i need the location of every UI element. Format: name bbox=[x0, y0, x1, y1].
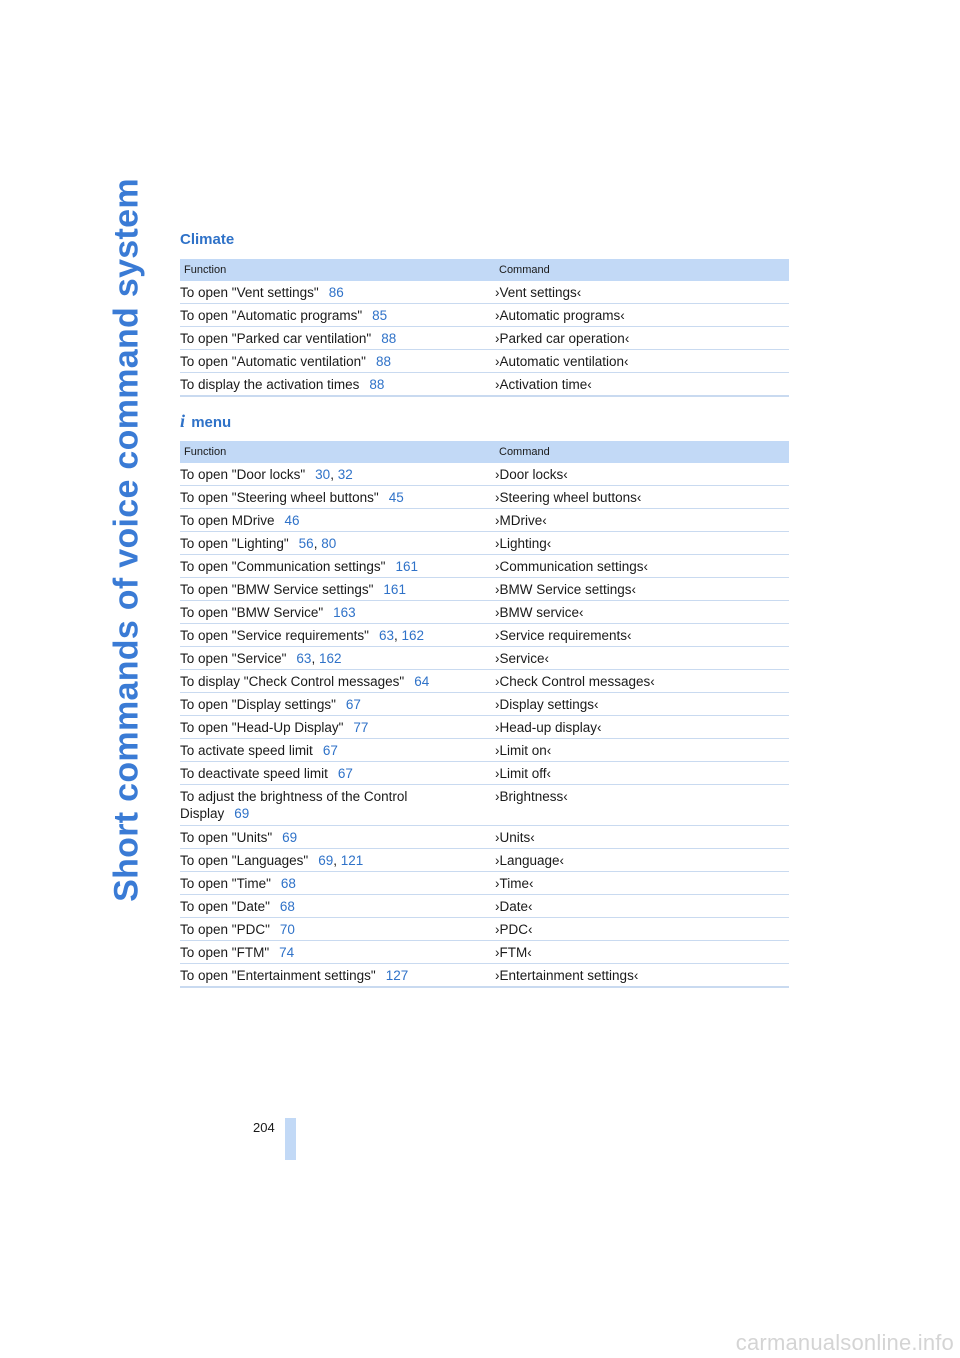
page-reference-link[interactable]: 70 bbox=[279, 922, 295, 937]
command-cell: ›BMW service‹ bbox=[495, 605, 584, 620]
command-cell: ›Units‹ bbox=[495, 830, 535, 845]
page-reference-link[interactable]: 86 bbox=[328, 285, 344, 300]
command-cell: ›Steering wheel buttons‹ bbox=[495, 490, 642, 505]
function-text: To open "Display settings" bbox=[180, 697, 336, 712]
function-cell bbox=[180, 696, 480, 713]
command-cell: ›Activation time‹ bbox=[495, 377, 592, 392]
function-cell: To open "Lighting" 56, 80 bbox=[180, 536, 337, 551]
function-text: To open "BMW Service" bbox=[180, 605, 324, 620]
command-cell: ›Door locks‹ bbox=[495, 467, 568, 482]
watermark: carmanualsonline.info bbox=[735, 1330, 954, 1355]
command-cell: ›FTM‹ bbox=[495, 945, 532, 960]
table-row bbox=[180, 895, 789, 918]
page-reference-link[interactable]: 85 bbox=[372, 308, 388, 323]
table-row bbox=[180, 762, 789, 785]
table-row bbox=[180, 918, 789, 941]
page-reference-link[interactable]: 161 bbox=[395, 559, 418, 574]
function-text: To display "Check Control messages" bbox=[180, 674, 405, 689]
imenu-heading-text: menu bbox=[191, 414, 232, 431]
table-row bbox=[180, 304, 789, 327]
table-row bbox=[180, 555, 789, 578]
table-row bbox=[180, 281, 789, 304]
page-reference-link[interactable]: 56 bbox=[298, 536, 314, 551]
table-row bbox=[180, 849, 789, 872]
climate-heading: Climate bbox=[180, 231, 235, 248]
page-reference-link[interactable]: 67 bbox=[337, 766, 353, 781]
page-reference-link[interactable]: 88 bbox=[369, 377, 385, 392]
page-reference-link[interactable]: 69 bbox=[234, 806, 250, 821]
climate-table-body bbox=[180, 281, 789, 397]
imenu-table-body bbox=[180, 463, 789, 988]
function-text: To open "Lighting" bbox=[180, 536, 289, 551]
command-cell: ›Automatic programs‹ bbox=[495, 308, 625, 323]
page-reference-link[interactable]: 63 bbox=[378, 628, 394, 643]
function-cell bbox=[180, 944, 480, 961]
function-text: To open "FTM" bbox=[180, 945, 270, 960]
page-reference-link[interactable]: 121 bbox=[340, 853, 364, 868]
page-reference-link[interactable]: 68 bbox=[279, 899, 295, 914]
function-cell bbox=[180, 353, 480, 370]
page-reference-link[interactable]: 69 bbox=[318, 853, 334, 868]
imenu-heading bbox=[180, 411, 231, 432]
table-row bbox=[180, 826, 789, 849]
function-cell bbox=[180, 875, 480, 892]
function-text: To open "Steering wheel buttons" bbox=[180, 490, 379, 505]
function-cell bbox=[180, 673, 480, 690]
header-command: Command bbox=[499, 264, 550, 276]
page-reference-link[interactable]: 46 bbox=[284, 513, 300, 528]
function-cell bbox=[180, 742, 480, 759]
command-cell: ›Check Control messages‹ bbox=[495, 674, 655, 689]
imenu-table bbox=[180, 441, 789, 988]
function-cell bbox=[180, 558, 480, 575]
header-function: Function bbox=[184, 264, 227, 276]
function-text: To open "Entertainment settings" bbox=[180, 968, 376, 983]
table-row bbox=[180, 350, 789, 373]
function-cell bbox=[180, 376, 480, 393]
table-row bbox=[180, 373, 789, 397]
function-cell: To open "Service requirements" 63, 162 bbox=[180, 628, 425, 643]
side-title-text: Short commands of voice command system bbox=[107, 178, 146, 902]
imenu-table-header bbox=[180, 441, 789, 463]
function-cell bbox=[180, 489, 480, 506]
page-reference-link[interactable]: 127 bbox=[385, 968, 409, 983]
function-cell bbox=[180, 788, 480, 822]
function-cell bbox=[180, 765, 480, 782]
command-cell: ›Display settings‹ bbox=[495, 697, 599, 712]
command-cell: ›Date‹ bbox=[495, 899, 533, 914]
page-number: 204 bbox=[253, 1120, 275, 1135]
command-cell: ›BMW Service settings‹ bbox=[495, 582, 637, 597]
function-text: To open "Communication settings" bbox=[180, 559, 386, 574]
climate-table-header bbox=[180, 259, 789, 281]
function-cell: To open "Door locks" 30, 32 bbox=[180, 467, 353, 482]
table-row bbox=[180, 624, 789, 647]
function-cell bbox=[180, 604, 480, 621]
command-cell: ›Communication settings‹ bbox=[495, 559, 649, 574]
command-cell: ›Service‹ bbox=[495, 651, 550, 666]
header-function: Function bbox=[184, 446, 227, 458]
page-reference-link[interactable]: 63 bbox=[296, 651, 312, 666]
page-reference-link[interactable]: 32 bbox=[337, 467, 353, 482]
command-cell: ›Limit on‹ bbox=[495, 743, 552, 758]
function-text: To open MDrive bbox=[180, 513, 275, 528]
table-row bbox=[180, 941, 789, 964]
function-text: To adjust the brightness of the Control Display bbox=[180, 789, 408, 821]
table-row bbox=[180, 693, 789, 716]
table-row bbox=[180, 509, 789, 532]
table-row bbox=[180, 716, 789, 739]
table-row bbox=[180, 601, 789, 624]
function-text: To open "Vent settings" bbox=[180, 285, 319, 300]
command-cell: ›Head-up display‹ bbox=[495, 720, 602, 735]
page-reference-link[interactable]: 67 bbox=[322, 743, 338, 758]
climate-table bbox=[180, 259, 789, 397]
function-text: To open "Service" bbox=[180, 651, 287, 666]
function-text: To open "Date" bbox=[180, 899, 270, 914]
function-text: To open "Automatic ventilation" bbox=[180, 354, 366, 369]
command-cell: ›Brightness‹ bbox=[495, 789, 568, 804]
page-reference-link[interactable]: 163 bbox=[333, 605, 356, 620]
function-cell bbox=[180, 512, 480, 529]
function-cell bbox=[180, 921, 480, 938]
function-cell bbox=[180, 898, 480, 915]
function-cell bbox=[180, 581, 480, 598]
page-reference-link[interactable]: 80 bbox=[321, 536, 337, 551]
function-text: To open "Parked car ventilation" bbox=[180, 331, 372, 346]
table-row bbox=[180, 964, 789, 988]
function-cell bbox=[180, 284, 480, 301]
page-reference-link[interactable]: 88 bbox=[381, 331, 397, 346]
function-cell bbox=[180, 719, 480, 736]
function-text: To display the activation times bbox=[180, 377, 360, 392]
command-cell: ›Lighting‹ bbox=[495, 536, 552, 551]
function-text: To deactivate speed limit bbox=[180, 766, 328, 781]
function-cell: To open "Languages" 69, 121 bbox=[180, 853, 364, 868]
page-reference-link[interactable]: 74 bbox=[279, 945, 295, 960]
table-row bbox=[180, 670, 789, 693]
function-text: To open "Time" bbox=[180, 876, 271, 891]
command-cell: ›Service requirements‹ bbox=[495, 628, 632, 643]
command-cell: ›Entertainment settings‹ bbox=[495, 968, 639, 983]
header-command: Command bbox=[499, 446, 550, 458]
page-reference-link[interactable]: 45 bbox=[388, 490, 404, 505]
function-text: To open "Automatic programs" bbox=[180, 308, 363, 323]
table-row bbox=[180, 463, 789, 486]
page-reference-link[interactable]: 77 bbox=[353, 720, 369, 735]
function-cell bbox=[180, 307, 480, 324]
table-row bbox=[180, 739, 789, 762]
function-text: To activate speed limit bbox=[180, 743, 313, 758]
page-reference-link[interactable]: 68 bbox=[280, 876, 296, 891]
function-cell bbox=[180, 330, 480, 347]
function-text: To open "Service requirements" bbox=[180, 628, 369, 643]
function-text: To open "Units" bbox=[180, 830, 273, 845]
i-icon: i bbox=[180, 411, 186, 431]
page-reference-link[interactable]: 162 bbox=[318, 651, 342, 666]
command-cell: ›Automatic ventilation‹ bbox=[495, 354, 629, 369]
side-title bbox=[97, 178, 157, 902]
table-row bbox=[180, 647, 789, 670]
command-cell: ›Limit off‹ bbox=[495, 766, 552, 781]
page-marker-bar bbox=[285, 1118, 296, 1160]
command-cell: ›MDrive‹ bbox=[495, 513, 547, 528]
page-reference-link[interactable]: 161 bbox=[383, 582, 406, 597]
function-text: To open "BMW Service settings" bbox=[180, 582, 374, 597]
table-row bbox=[180, 872, 789, 895]
table-row bbox=[180, 486, 789, 509]
page-reference-link[interactable]: 67 bbox=[345, 697, 361, 712]
function-cell: To open "Service" 63, 162 bbox=[180, 651, 342, 666]
page-reference-link[interactable]: 30 bbox=[315, 467, 331, 482]
command-cell: ›PDC‹ bbox=[495, 922, 533, 937]
page-reference-link[interactable]: 162 bbox=[401, 628, 425, 643]
table-row bbox=[180, 578, 789, 601]
table-row bbox=[180, 785, 789, 826]
function-text: To open "Languages" bbox=[180, 853, 309, 868]
page-reference-link[interactable]: 64 bbox=[414, 674, 430, 689]
command-cell: ›Time‹ bbox=[495, 876, 534, 891]
page-reference-link[interactable]: 69 bbox=[282, 830, 298, 845]
command-cell: ›Parked car operation‹ bbox=[495, 331, 630, 346]
table-row bbox=[180, 327, 789, 350]
table-row bbox=[180, 532, 789, 555]
command-cell: ›Language‹ bbox=[495, 853, 565, 868]
command-cell: ›Vent settings‹ bbox=[495, 285, 582, 300]
function-text: To open "Head-Up Display" bbox=[180, 720, 344, 735]
function-text: To open "PDC" bbox=[180, 922, 270, 937]
function-cell bbox=[180, 967, 480, 984]
function-cell bbox=[180, 829, 480, 846]
page-reference-link[interactable]: 88 bbox=[375, 354, 391, 369]
function-text: To open "Door locks" bbox=[180, 467, 306, 482]
